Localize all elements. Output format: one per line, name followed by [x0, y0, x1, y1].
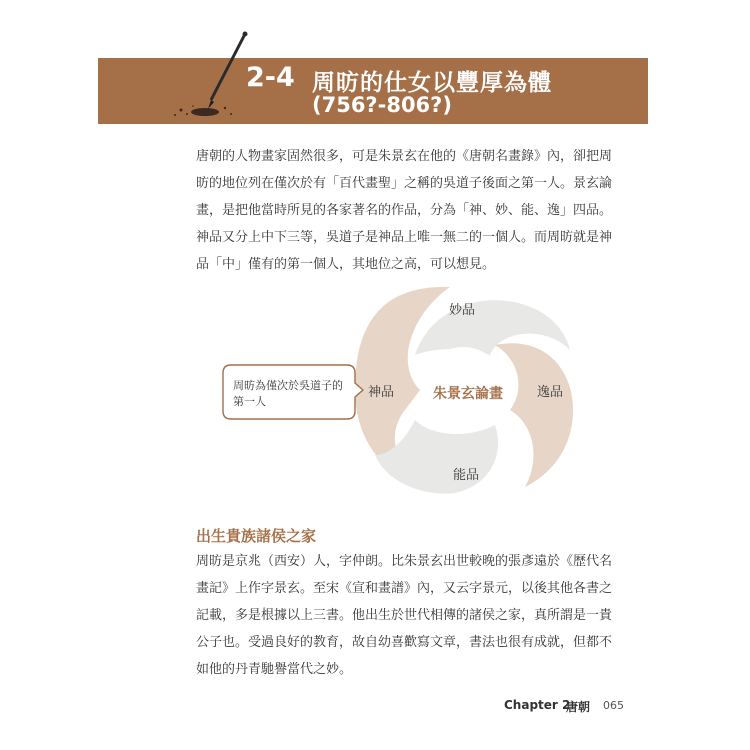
intro-paragraph: 唐朝的人物畫家固然很多，可是朱景玄在他的《唐朝名畫錄》內，卻把周昉的地位列在僅次於有「百代畫聖」之稱的吳道子後面之第一人。景玄論畫，是把他當時所見的各家著名的作品，分為「神、妙、能、逸」四品。神品又分上中下三等，吳道子是神品上唯一無二的一個人。而周昉就是神品「中」僅有的第一個人，其地位之高，可以想見。 [196, 149, 613, 272]
grade-label-neng: 能品 [453, 468, 480, 483]
grade-label-miao: 妙品 [449, 303, 476, 318]
subheading: 出生貴族諸侯之家 [196, 527, 317, 545]
section-years: (756?-806?) [312, 93, 452, 117]
section-number: 2-4 [246, 62, 295, 93]
grade-label-shen: 神品 [368, 385, 395, 400]
footer-dynasty: 唐朝 [566, 700, 591, 714]
section-title: 周昉的仕女以豐厚為體 [312, 70, 552, 96]
petal-miao [415, 300, 570, 355]
body-paragraph: 周昉是京兆（西安）人，字仲朗。比朱景玄出世較晚的張彥遠於《歷代名畫記》上作字景玄。至宋《宣和畫譜》內，又云字景元，以後其他各書之記載，多是根據以上三書。他出生於世代相傳的諸侯之家，真所謂是一貴公子也。受過良好的教育，故自幼喜歡寫文章，書法也很有成就，但都不如他的丹青馳譽當代之妙。 [196, 554, 613, 677]
footer-chapter: Chapter 2 [504, 698, 571, 712]
ink-brush-icon [155, 30, 255, 120]
page-number: 065 [603, 699, 624, 712]
callout-text: 周昉為僅次於吳道子的第一人 [233, 379, 343, 408]
petal-yi [495, 343, 573, 487]
grade-label-yi: 逸品 [537, 385, 564, 400]
center-label: 朱景玄論畫 [433, 386, 503, 402]
painting-grades-diagram [205, 275, 605, 505]
